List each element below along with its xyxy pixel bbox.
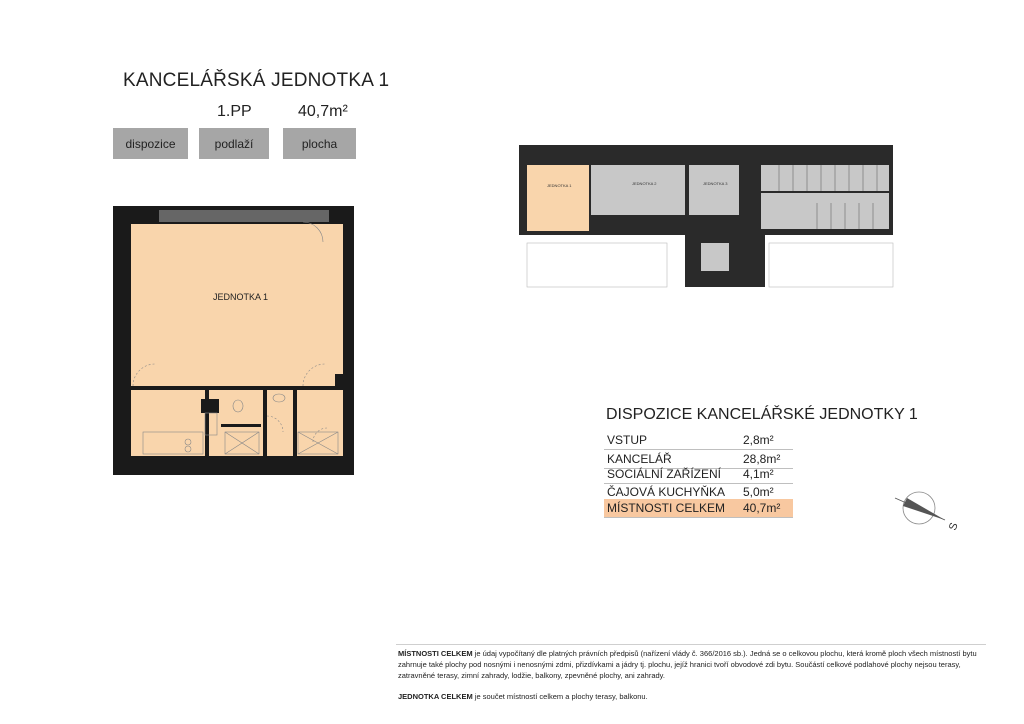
row-value: 28,8m² — [743, 452, 781, 466]
row-name: ČAJOVÁ KUCHYŇKA — [607, 485, 726, 499]
label-plocha: plocha — [283, 128, 356, 159]
page-title: KANCELÁŘSKÁ JEDNOTKA 1 — [123, 70, 390, 91]
office-room — [131, 224, 343, 386]
label-podlazi: podlaží — [199, 128, 269, 159]
unit-floor-plan — [113, 206, 354, 475]
keymap-unit-1 — [527, 165, 589, 231]
row-value: 4,1m² — [743, 467, 774, 481]
floor-value: 1.PP — [217, 103, 252, 120]
room-label: JEDNOTKA 1 — [213, 292, 269, 302]
footnote-area-definition — [398, 648, 990, 681]
total-value: 40,7m² — [743, 501, 781, 515]
footnote-term: MÍSTNOSTI CELKEM — [398, 649, 473, 658]
building-key-map — [517, 143, 895, 291]
footnote-term: JEDNOTKA CELKEM — [398, 692, 473, 701]
compass-label: S — [946, 521, 961, 533]
row-value: 2,8m² — [743, 433, 774, 447]
total-name: MÍSTNOSTI CELKEM — [607, 501, 726, 515]
row-name: SOCIÁLNÍ ZAŘÍZENÍ — [607, 467, 722, 481]
keymap-label-3: JEDNOTKA 3 — [703, 181, 728, 186]
footnote-unit-definition — [398, 691, 990, 702]
table-total-row — [604, 499, 793, 518]
label-dispozice: dispozice — [113, 128, 188, 159]
footnote-text: je součet místností celkem a plochy terasy, balkonu. — [472, 692, 648, 701]
table-title: DISPOZICE KANCELÁŘSKÉ JEDNOTKY 1 — [606, 406, 918, 423]
table-row — [604, 465, 793, 484]
keymap-label-1: JEDNOTKA 1 — [547, 183, 572, 188]
keymap-label-2: JEDNOTKA 2 — [632, 181, 657, 186]
area-value: 40,7m² — [298, 103, 348, 120]
compass-icon — [893, 488, 973, 538]
table-row — [604, 431, 793, 450]
footnote-text: je údaj vypočítaný dle platných právních předpisů (nařízení vlády č. 366/2016 sb.). Jedná se o celkovou plochu, která kromě ploch všech místností bytu zahrnuje také plochy pod nosnými i nenosnými zdmi, přizdívkami a jádry tj. plochu, jejíž hranici tvoří obvodové zdi bytu. Součástí celkové podlahové plochy nejsou terasy, zatravněné terasy, zimní zahrady, lodžie, balkony, zpevněné plochy, ani zahrady. — [398, 649, 977, 680]
row-name: VSTUP — [607, 433, 648, 447]
row-value: 5,0m² — [743, 485, 774, 499]
row-name: KANCELÁŘ — [607, 452, 672, 466]
footnote-divider — [396, 644, 986, 645]
